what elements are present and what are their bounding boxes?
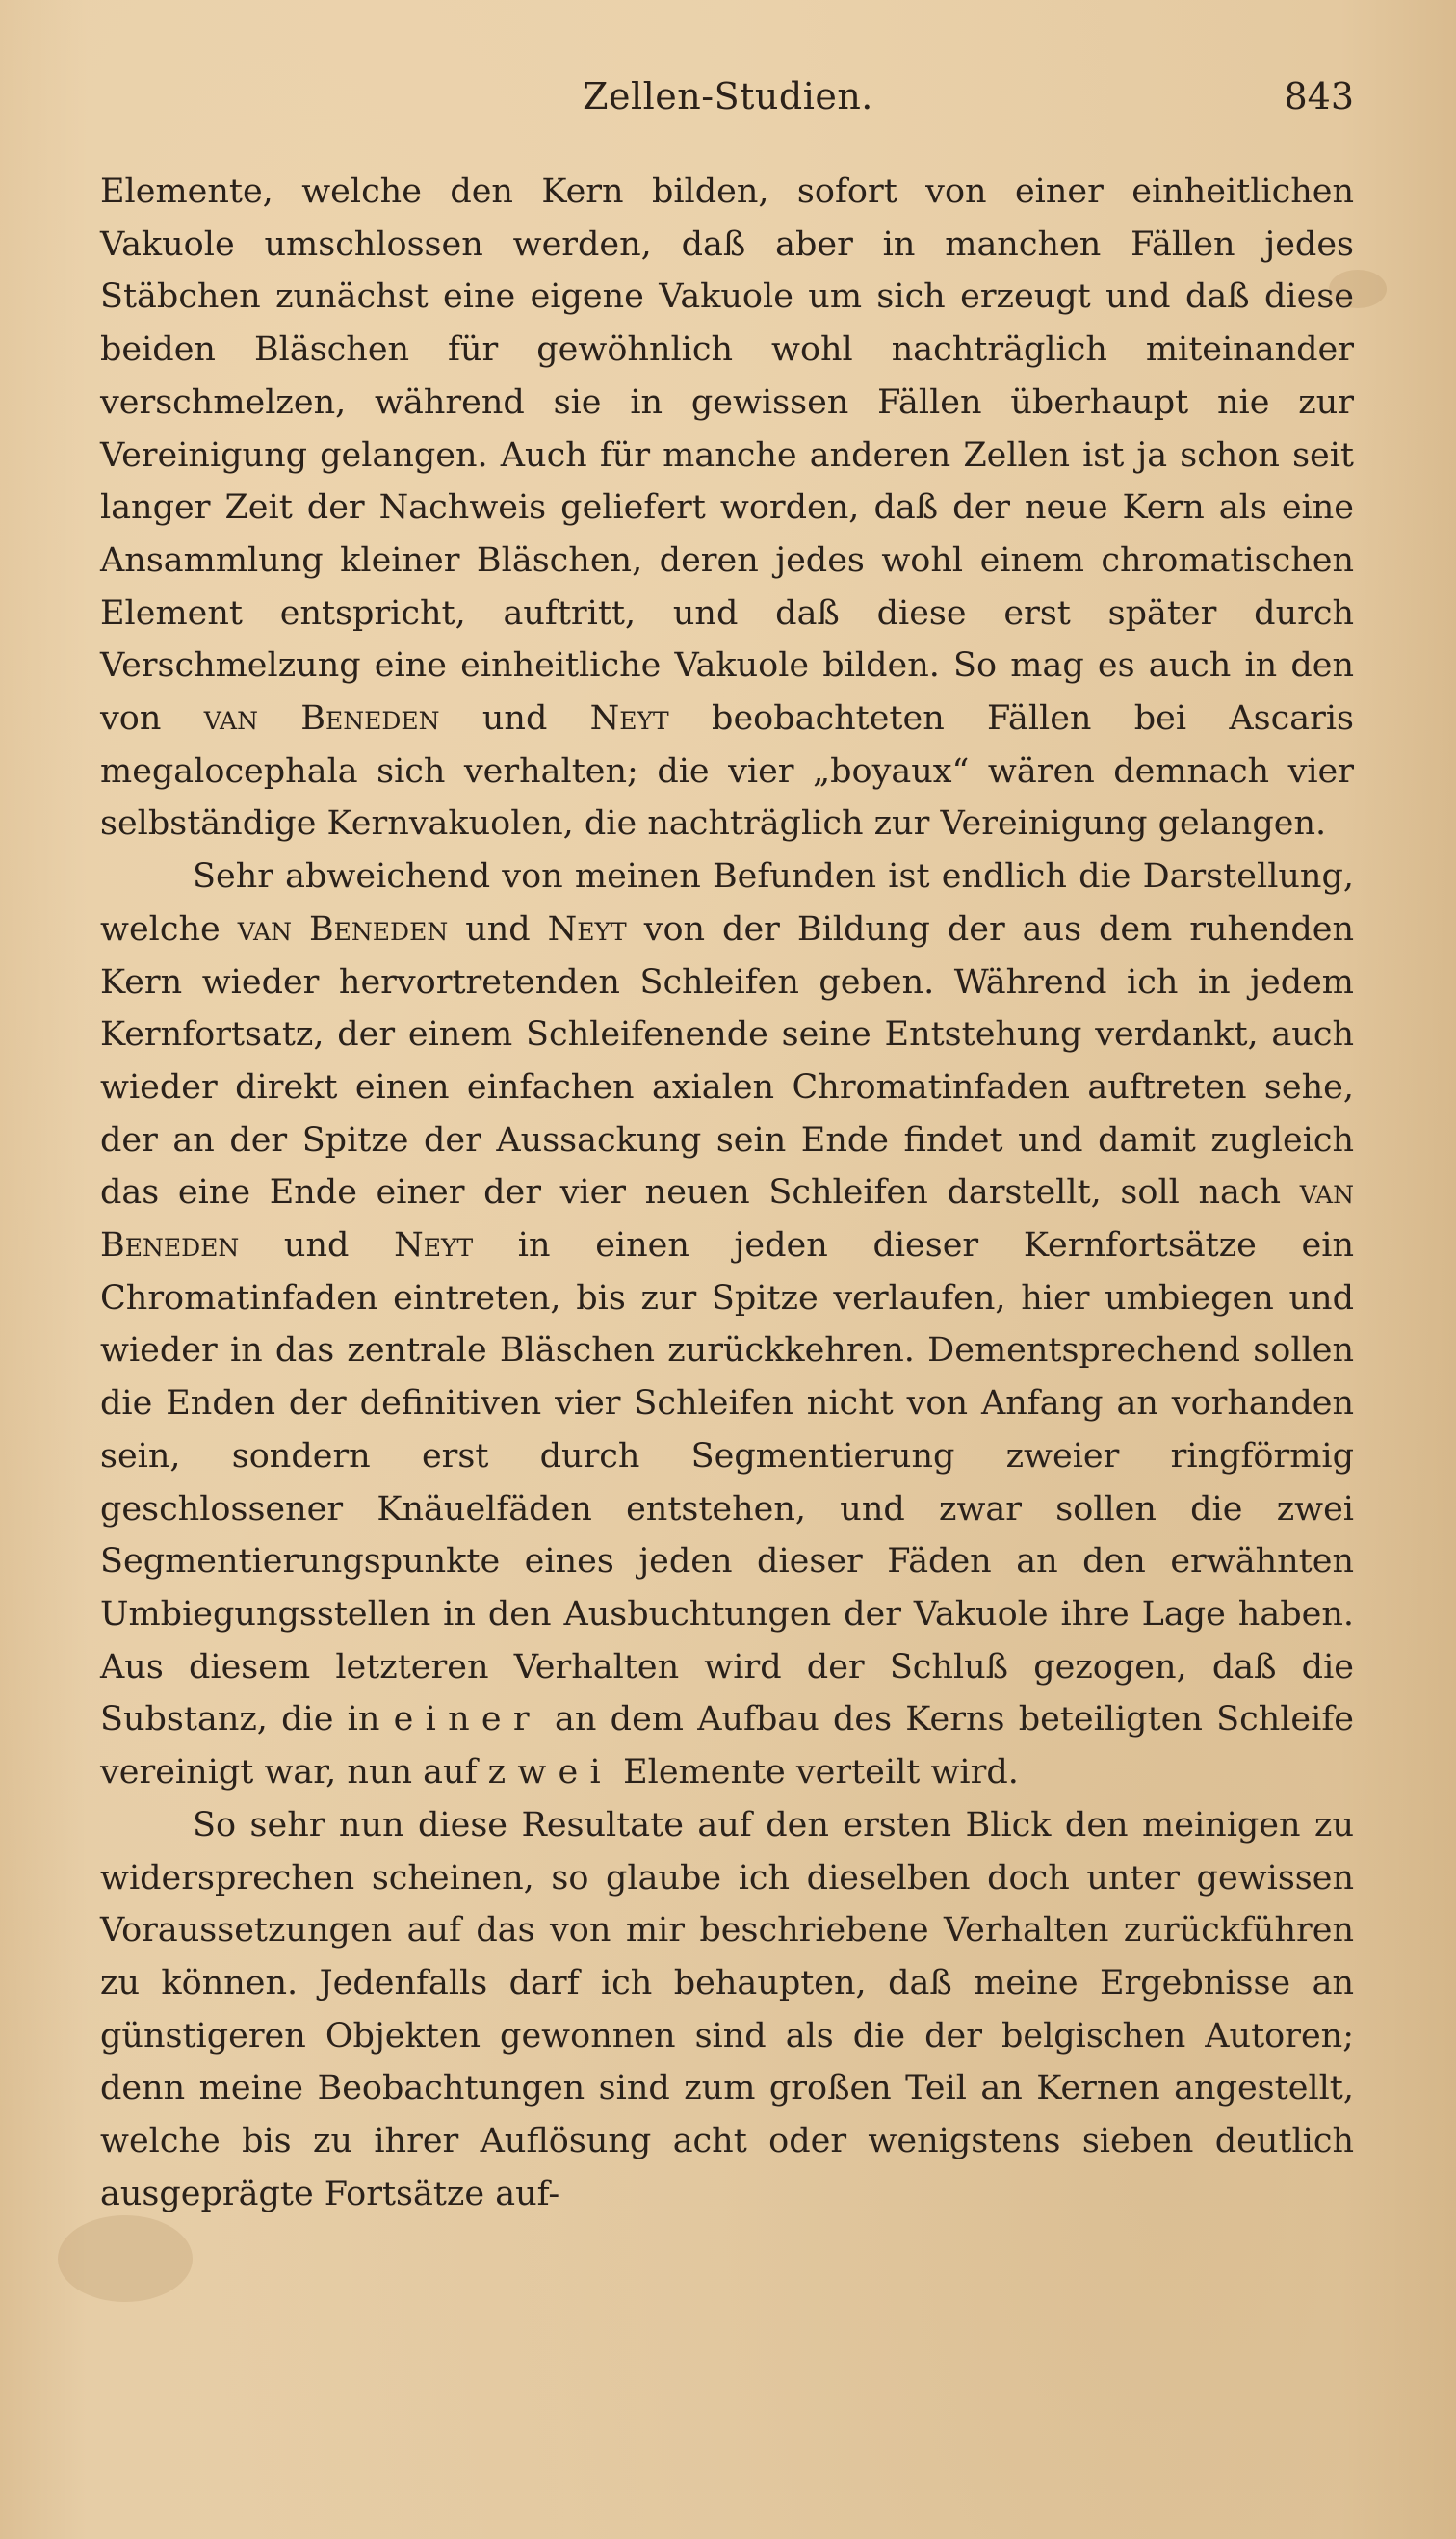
text-segment: und <box>448 909 548 949</box>
body-text <box>100 166 1354 2220</box>
text-segment: Sehr abweichend von meinen Befunden ist endlich die Darstellung, welche <box>100 857 1354 949</box>
text-segment: von der Bildung der aus dem ruhenden Kern wieder hervortretenden Schleifen geben. Während ich in jedem Kernfortsatz, der einem Schleifenende seine Entstehung verdankt, auch wieder direkt einen einfachen axialen Chromatinfaden auftreten sehe, der an der Spitze der Aussackung sein Ende findet und damit zugleich das eine Ende einer der vier neuen Schleifen darstellt, soll nach <box>100 909 1354 1213</box>
running-head <box>0 75 1456 133</box>
text-segment: Elemente, welche den Kern bilden, sofort von einer einheitlichen Vakuole umschlossen werden, daß aber in manchen Fällen jedes Stäbchen zunächst eine eigene Vakuole um sich erzeugt und daß diese beiden Bläschen für gewöhnlich wohl nachträglich miteinander verschmelzen, während sie in gewissen Fällen überhaupt nie zur Vereinigung gelangen. Auch für manche anderen Zellen ist ja schon seit langer Zeit der Nachweis geliefert worden, daß der neue Kern als eine Ansammlung kleiner Bläschen, deren jedes wohl einem chromatischen Element entspricht, auftritt, und daß diese erst später durch Verschmelzung eine einheitliche Vakuole bilden. So mag es auch in den von <box>100 172 1354 739</box>
text-segment: So sehr nun diese Resultate auf den ersten Blick den meinigen zu widersprechen scheinen, so glaube ich dieselben doch unter gewissen Voraussetzungen auf das von mir beschriebene Verhalten zurückführen zu können. Jedenfalls darf ich behaupten, daß meine Ergebnisse an günstigeren Objekten gewonnen sind als die der belgischen Autoren; denn meine Beobachtungen sind zum großen Teil an Kernen angestellt, welche bis zu ihrer Auflösung acht oder wenigstens sieben deutlich ausgeprägte Fortsätze auf- <box>100 1805 1354 2213</box>
author-name: van Beneden <box>237 909 449 949</box>
text-segment: in einen jeden dieser Kernfortsätze ein Chromatinfaden eintreten, bis zur Spitze verlaufen, hier umbiegen und wieder in das zentrale Bläschen zurückkehren. Dementsprechend sollen die Enden der definitiven vier Schleifen nicht von Anfang an vorhanden sein, sondern erst durch Segmentierung zweier ringförmig geschlossener Knäuelfäden entstehen, und zwar sollen die zwei Segmentierungspunkte eines jeden dieser Fäden an den erwähnten Umbiegungsstellen in den Ausbuchtungen der Vakuole ihre Lage haben. Aus diesem letzteren Verhalten wird der Schluß gezogen, daß die Substanz, die in <box>100 1226 1354 1740</box>
paragraph-1 <box>100 166 1354 851</box>
text-segment: und <box>439 699 590 739</box>
author-name: van Beneden <box>203 699 440 739</box>
author-name: van Beneden <box>100 1173 1354 1266</box>
author-name: Neyt <box>394 1226 474 1266</box>
text-segment: beobachteten Fällen bei Ascaris megalocephala sich verhalten; die vier „boyaux“ wären demnach vier selbständige Kernvakuolen, die nachträglich zur Vereinigung gelangen. <box>100 699 1354 844</box>
running-title: Zellen-Studien. <box>583 75 873 118</box>
paragraph-2 <box>100 851 1354 1799</box>
paper-stain <box>58 2215 193 2302</box>
text-segment: Elemente verteilt wird. <box>611 1753 1019 1793</box>
emphasized-word: zwei <box>487 1753 612 1793</box>
page-number: 843 <box>1284 75 1354 118</box>
paragraph-3 <box>100 1799 1354 2221</box>
text-segment: und <box>239 1226 395 1266</box>
author-name: Neyt <box>589 699 669 739</box>
text-segment: an dem Aufbau des Kerns beteiligten Schleife vereinigt war, nun auf <box>100 1700 1355 1793</box>
author-name: Neyt <box>547 909 627 949</box>
emphasized-word: einer <box>393 1700 541 1740</box>
